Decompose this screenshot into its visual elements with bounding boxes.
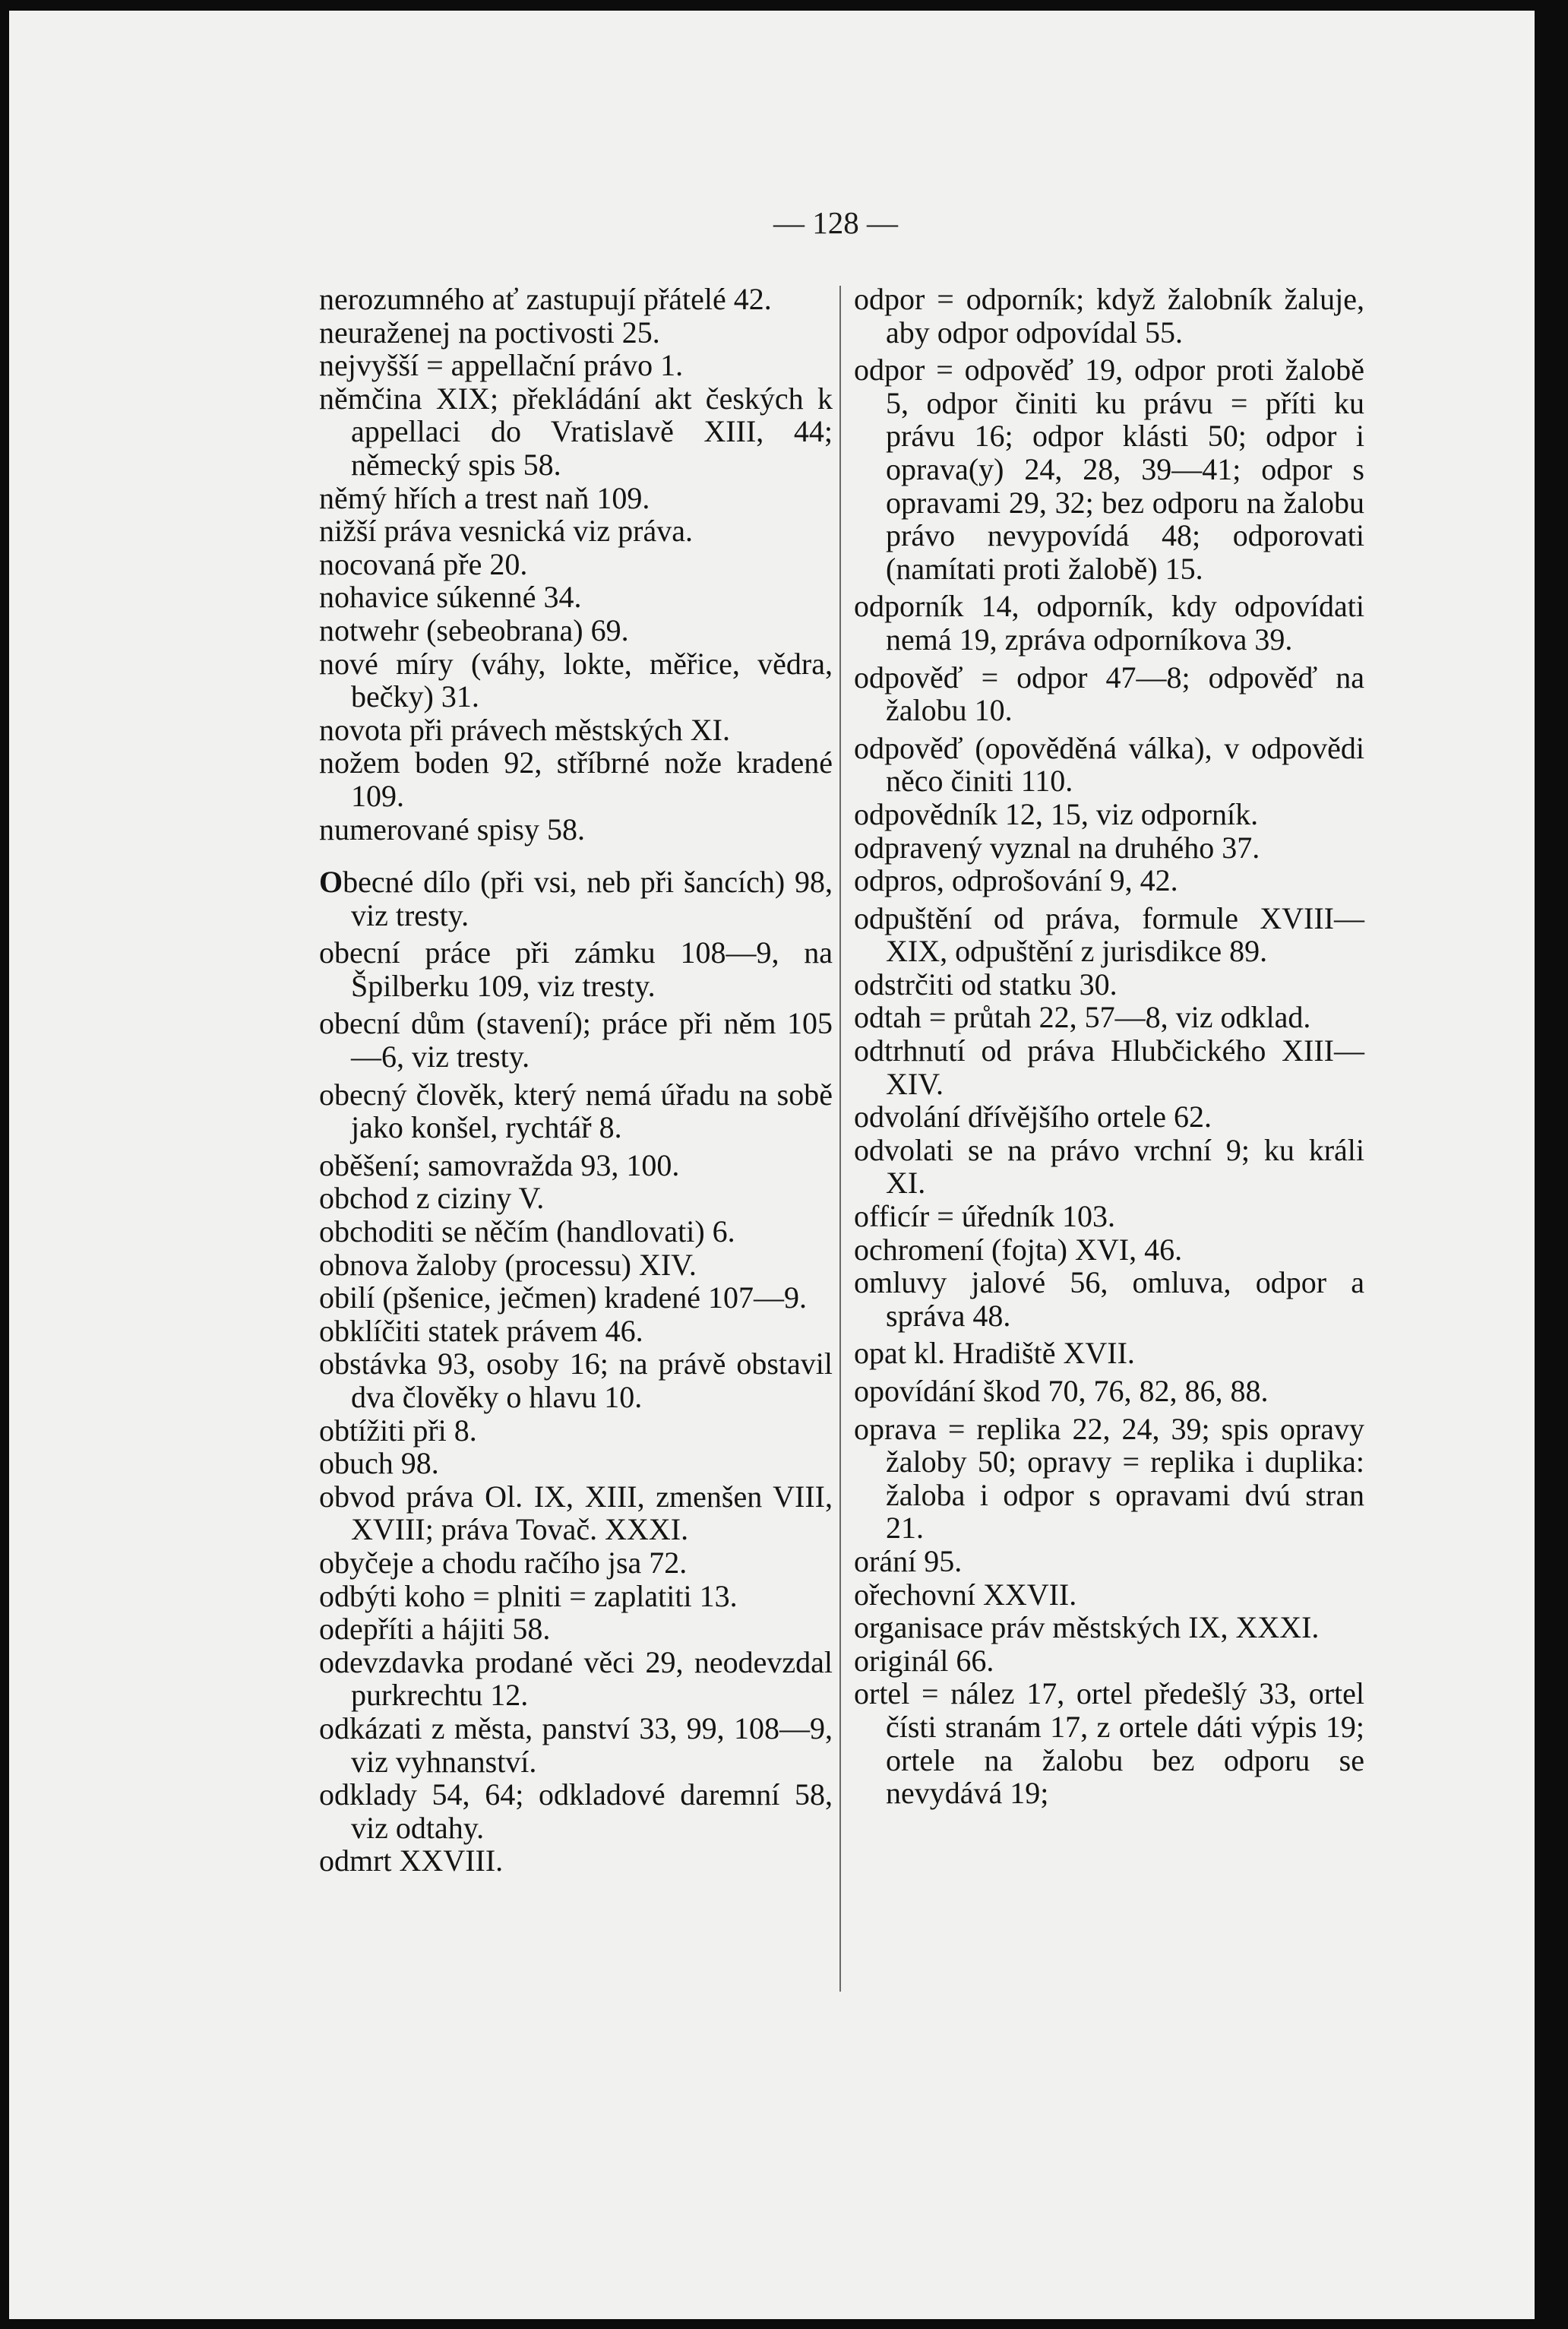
index-entry: odpověď = odpor 47—8; odpověď na žalobu 10. (854, 660, 1364, 728)
index-entry: odklady 54, 64; odkladové daremní 58, viz odtahy. (319, 1777, 833, 1845)
index-entry: omluvy jalové 56, omluva, odpor a správa 48. (854, 1265, 1364, 1333)
index-entry-section-start: Obecné dílo (při vsi, neb při šancích) 98, viz tresty. (319, 865, 833, 932)
index-entry: odpuštění od práva, formule XVIII—XIX, odpuštění z jurisdikce 89. (854, 900, 1364, 969)
section-initial-letter: O (319, 865, 343, 900)
index-entry: notwehr (sebeobrana) 69. (319, 612, 629, 647)
index-entry: odpravený vyznal na druhého 37. (854, 830, 1260, 865)
index-entry: obklíčiti statek právem 46. (319, 1313, 643, 1348)
column-divider (839, 286, 841, 1992)
scanned-page (9, 11, 1535, 2319)
index-entry: obstávka 93, osoby 16; na právě obstavil dva člověky o hlavu 10. (319, 1346, 833, 1414)
index-entry: odepříti a hájiti 58. (319, 1612, 551, 1647)
index-entry: officír = úředník 103. (854, 1199, 1115, 1234)
index-entry: obecný člověk, který nemá úřadu na sobě jako konšel, rychtář 8. (319, 1077, 833, 1145)
index-entry: obvod práva Ol. IX, XIII, zmenšen VIII, XVIII; práva Tovač. XXXI. (319, 1479, 833, 1547)
index-entry: odtrhnutí od práva Hlubčického XIII—XIV. (854, 1033, 1364, 1101)
index-entry: obnova žaloby (processu) XIV. (319, 1247, 697, 1282)
index-entry: numerované spisy 58. (319, 812, 585, 846)
index-entry: němý hřích a trest naň 109. (319, 480, 650, 515)
index-entry: nižší práva vesnická viz práva. (319, 514, 694, 549)
index-entry: odstrčiti od statku 30. (854, 967, 1118, 1002)
index-entry: orání 95. (854, 1543, 963, 1578)
index-entry: oprava = replika 22, 24, 39; spis opravy žaloby 50; opravy = replika i duplika: žaloba i odpor s opravami dvú stran 21. (854, 1411, 1364, 1546)
index-entry: obchod z ciziny V. (319, 1181, 545, 1216)
index-entry: odevzdavka prodané věci 29, neodevzdal purkrechtu 12. (319, 1644, 833, 1713)
index-column-right (854, 283, 1364, 1810)
index-entry: oběšení; samovražda 93, 100. (319, 1147, 680, 1182)
page-number (9, 204, 1535, 241)
index-entry: obecní práce při zámku 108—9, na Špilberku 109, viz tresty. (319, 935, 833, 1003)
index-entry: odpros, odprošování 9, 42. (854, 863, 1178, 898)
index-entry: odpor = odpověď 19, odpor proti žalobě 5, odpor činiti ku právu = příti ku právu 16; odpor klásti 50; odpor i oprava(y) 24, 28, 39—41; odpor s opravami 29, 32; bez odporu na žalobu právo nevypovídá 48; odporovati (namítati proti žalobě) 15. (854, 353, 1364, 586)
index-entry: obchoditi se něčím (handlovati) 6. (319, 1214, 735, 1249)
index-entry: opat kl. Hradiště XVII. (854, 1336, 1135, 1371)
index-entry: nerozumného ať zastupují přátelé 42. (319, 282, 772, 316)
index-column-left (319, 283, 833, 1878)
index-entry: odpor = odporník; když žalobník žaluje, aby odpor odpovídal 55. (854, 282, 1364, 350)
index-entry: odpovědník 12, 15, viz odporník. (854, 796, 1259, 831)
index-entry: nocovaná pře 20. (319, 546, 528, 581)
index-entry: nohavice súkenné 34. (319, 580, 582, 615)
index-entry: ochromení (fojta) XVI, 46. (854, 1232, 1183, 1267)
page-number-text: — 128 — (773, 205, 898, 240)
index-entry: organisace práv městských IX, XXXI. (854, 1610, 1320, 1645)
index-entry: obilí (pšenice, ječmen) kradené 107—9. (319, 1280, 807, 1315)
index-entry: ořechovní XXVII. (854, 1577, 1077, 1612)
index-entry: nové míry (váhy, lokte, měřice, vědra, bečky) 31. (319, 646, 833, 714)
index-entry: odtah = průtah 22, 57—8, viz odklad. (854, 1000, 1311, 1035)
index-entry: odporník 14, odporník, kdy odpovídati nemá 19, zpráva odporníkova 39. (854, 589, 1364, 657)
index-entry: neuraženej na poctivosti 25. (319, 315, 660, 350)
index-entry: odmrt XXVIII. (319, 1843, 504, 1878)
index-entry: odvolati se na právo vrchní 9; ku králi XI. (854, 1132, 1364, 1201)
index-entry: odkázati z města, panství 33, 99, 108—9, viz vyhnanství. (319, 1710, 833, 1779)
index-entry: ortel = nález 17, ortel předešlý 33, ortel čísti stranám 17, z ortele dáti výpis 19; ortele na žalobu bez odporu se nevydává 19; (854, 1676, 1364, 1811)
index-entry: obtížiti při 8. (319, 1413, 477, 1448)
index-entry: obuch 98. (319, 1446, 439, 1481)
index-entry: nožem boden 92, stříbrné nože kradené 109. (319, 745, 833, 813)
index-entry: němčina XIX; překládání akt českých k appellaci do Vratislavě XIII, 44; německý spis 58. (319, 381, 833, 482)
index-entry: obecní dům (stavení); práce při něm 105—6, viz tresty. (319, 1006, 833, 1074)
index-entry: odpověď (opověděná válka), v odpovědi něco činiti 110. (854, 730, 1364, 799)
index-entry: obyčeje a chodu račího jsa 72. (319, 1545, 688, 1580)
index-entry: nejvyšší = appellační právo 1. (319, 348, 684, 383)
index-entry: novota při právech městských XI. (319, 712, 730, 747)
index-entry: odbýti koho = plniti = zaplatiti 13. (319, 1578, 738, 1613)
index-entry: originál 66. (854, 1643, 994, 1678)
index-entry: odvolání dřívějšího ortele 62. (854, 1100, 1212, 1134)
index-entry: opovídání škod 70, 76, 82, 86, 88. (854, 1374, 1269, 1408)
